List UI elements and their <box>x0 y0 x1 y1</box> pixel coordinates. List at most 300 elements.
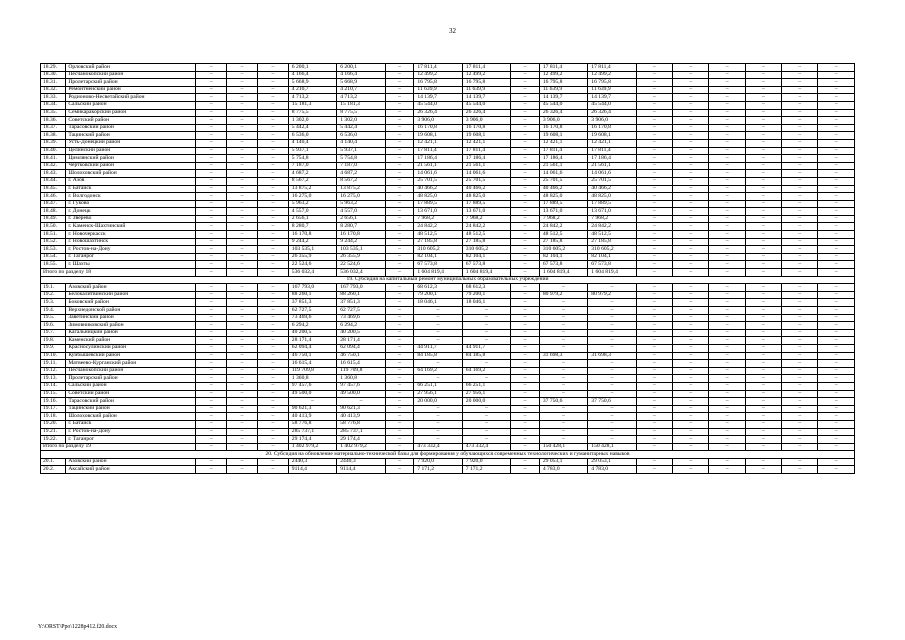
value-cell: 90 621,3 <box>337 405 385 413</box>
value-cell: 80 979,2 <box>588 291 636 299</box>
value-cell: – <box>782 147 818 155</box>
value-cell: – <box>588 382 636 390</box>
value-cell: – <box>636 420 672 428</box>
value-cell: – <box>227 238 258 246</box>
value-cell: – <box>257 375 288 383</box>
value-cell: 16 170,8 <box>588 124 636 132</box>
table-row <box>41 284 855 292</box>
table-row <box>41 101 855 109</box>
total-row <box>41 443 855 451</box>
value-cell: – <box>818 322 855 330</box>
municipality-name: Песчанокопский район <box>66 71 196 79</box>
value-cell: – <box>227 458 258 466</box>
value-cell: – <box>709 200 745 208</box>
value-cell: – <box>636 398 672 406</box>
value-cell: – <box>257 253 288 261</box>
municipality-name: Тацинский район <box>66 132 196 140</box>
value-cell: – <box>782 155 818 163</box>
value-cell: – <box>673 337 709 345</box>
value-cell: – <box>782 291 818 299</box>
value-cell: 536 032,4 <box>288 269 336 277</box>
value-cell: – <box>462 314 510 322</box>
value-cell: – <box>385 322 414 330</box>
value-cell: – <box>227 352 258 360</box>
value-cell: – <box>782 367 818 375</box>
municipality-name: Тарасовский район <box>66 398 196 406</box>
municipality-name: Семикаракорский район <box>66 109 196 117</box>
value-cell: – <box>257 367 288 375</box>
value-cell: – <box>511 193 540 201</box>
value-cell: – <box>782 71 818 79</box>
value-cell: – <box>636 413 672 421</box>
value-cell: – <box>588 428 636 436</box>
value-cell: – <box>196 352 227 360</box>
value-cell: – <box>588 284 636 292</box>
value-cell: – <box>539 299 587 307</box>
value-cell: – <box>539 413 587 421</box>
row-number: 19.8. <box>41 337 66 345</box>
value-cell: – <box>818 238 855 246</box>
value-cell: 13 671,0 <box>462 208 510 216</box>
value-cell: – <box>745 367 781 375</box>
value-cell: 24 842,2 <box>539 223 587 231</box>
value-cell: – <box>673 390 709 398</box>
value-cell: – <box>511 367 540 375</box>
value-cell: – <box>227 162 258 170</box>
table-row <box>41 193 855 201</box>
row-number: 18.31. <box>41 79 66 87</box>
value-cell: – <box>709 405 745 413</box>
value-cell: – <box>782 208 818 216</box>
value-cell: – <box>745 382 781 390</box>
value-cell: 17 811,4 <box>539 64 587 72</box>
value-cell: 25 701,5 <box>462 177 510 185</box>
row-number: 18.32. <box>41 86 66 94</box>
value-cell: 167 793,0 <box>288 284 336 292</box>
table-row <box>41 155 855 163</box>
value-cell: – <box>673 124 709 132</box>
value-cell: – <box>673 177 709 185</box>
value-cell: 8 280,7 <box>288 223 336 231</box>
municipality-name: г. Каменск-Шахтинский <box>66 223 196 231</box>
row-number: 18.54. <box>41 253 66 261</box>
section-title: 19. Субсидия на капитальный ремонт муниципальных образовательных учреждений <box>41 276 855 284</box>
value-cell: – <box>385 360 414 368</box>
value-cell: 18 046,1 <box>462 299 510 307</box>
table-row <box>41 185 855 193</box>
value-cell: – <box>385 307 414 315</box>
value-cell: – <box>257 117 288 125</box>
row-number: 18.34. <box>41 101 66 109</box>
value-cell: 48 825,0 <box>588 193 636 201</box>
value-cell: – <box>385 109 414 117</box>
value-cell: – <box>745 132 781 140</box>
value-cell: – <box>539 390 587 398</box>
value-cell: – <box>673 261 709 269</box>
value-cell: 5 937,1 <box>288 147 336 155</box>
table-row <box>41 382 855 390</box>
row-number: 18.39. <box>41 139 66 147</box>
value-cell: – <box>511 428 540 436</box>
table-row <box>41 413 855 421</box>
value-cell: – <box>636 344 672 352</box>
value-cell: – <box>385 367 414 375</box>
value-cell: 17 186,4 <box>588 155 636 163</box>
value-cell: – <box>511 261 540 269</box>
value-cell: – <box>636 360 672 368</box>
row-number: 19.22. <box>41 436 66 444</box>
row-number: 18.37. <box>41 124 66 132</box>
value-cell: 16 795,8 <box>414 79 462 87</box>
value-cell: – <box>636 238 672 246</box>
value-cell: – <box>385 398 414 406</box>
value-cell: – <box>709 79 745 87</box>
table-row <box>41 367 855 375</box>
value-cell: – <box>196 94 227 102</box>
value-cell: 21 561,1 <box>539 162 587 170</box>
value-cell: – <box>709 443 745 451</box>
value-cell: – <box>673 215 709 223</box>
value-cell: – <box>385 177 414 185</box>
value-cell: – <box>636 208 672 216</box>
value-cell: – <box>511 208 540 216</box>
value-cell: – <box>709 337 745 345</box>
value-cell: – <box>385 420 414 428</box>
value-cell: 58 776,8 <box>288 420 336 428</box>
value-cell: 2440,3 <box>337 458 385 466</box>
municipality-name: Усть-Донецкий район <box>66 139 196 147</box>
value-cell: – <box>385 139 414 147</box>
table-row <box>41 132 855 140</box>
value-cell: – <box>511 177 540 185</box>
value-cell: 37 851,3 <box>337 299 385 307</box>
section-heading-row <box>41 276 855 284</box>
value-cell: – <box>257 238 288 246</box>
value-cell: – <box>818 170 855 178</box>
table-row <box>41 139 855 147</box>
value-cell: – <box>227 246 258 254</box>
value-cell: 16 170,8 <box>539 124 587 132</box>
value-cell: 3 906,0 <box>414 117 462 125</box>
value-cell: – <box>636 428 672 436</box>
value-cell: 1 402 979,2 <box>288 443 336 451</box>
value-cell: 17 811,4 <box>462 147 510 155</box>
municipality-name: Орловский район <box>66 64 196 72</box>
value-cell: – <box>257 223 288 231</box>
value-cell: – <box>709 299 745 307</box>
table-row <box>41 329 855 337</box>
value-cell: – <box>385 238 414 246</box>
value-cell: – <box>636 284 672 292</box>
value-cell: 12 499,2 <box>539 71 587 79</box>
value-cell: – <box>782 139 818 147</box>
value-cell: 14 139,7 <box>462 94 510 102</box>
value-cell: – <box>257 261 288 269</box>
municipality-name: Шолоховский район <box>66 170 196 178</box>
value-cell: 68 612,3 <box>414 284 462 292</box>
table-row <box>41 231 855 239</box>
value-cell: 7 187,0 <box>337 162 385 170</box>
value-cell: 4 713,2 <box>288 94 336 102</box>
row-number: 19.13. <box>41 375 66 383</box>
value-cell: – <box>511 360 540 368</box>
value-cell: – <box>196 109 227 117</box>
value-cell: – <box>782 466 818 474</box>
value-cell: 6 294,2 <box>288 322 336 330</box>
value-cell: – <box>673 155 709 163</box>
value-cell: 37 750,6 <box>588 398 636 406</box>
value-cell: – <box>227 79 258 87</box>
value-cell: – <box>636 314 672 322</box>
value-cell: – <box>782 398 818 406</box>
value-cell: – <box>818 398 855 406</box>
municipality-name: Пролетарский район <box>66 375 196 383</box>
value-cell: – <box>818 420 855 428</box>
value-cell: 7 187,0 <box>288 162 336 170</box>
value-cell: – <box>709 193 745 201</box>
value-cell: – <box>673 436 709 444</box>
value-cell: – <box>673 284 709 292</box>
value-cell: – <box>673 322 709 330</box>
value-cell: – <box>673 64 709 72</box>
value-cell: 29 053,1 <box>539 458 587 466</box>
value-cell: – <box>709 291 745 299</box>
value-cell: – <box>511 231 540 239</box>
value-cell: – <box>196 344 227 352</box>
value-cell: – <box>588 299 636 307</box>
value-cell: – <box>745 162 781 170</box>
value-cell: 24 842,2 <box>462 223 510 231</box>
value-cell: 1 604 819,4 <box>588 269 636 277</box>
value-cell: 5 754,8 <box>337 155 385 163</box>
table-row <box>41 344 855 352</box>
value-cell: 12 499,2 <box>588 71 636 79</box>
value-cell: – <box>745 155 781 163</box>
value-cell: 16 275,0 <box>337 193 385 201</box>
value-cell: 27 185,8 <box>588 238 636 246</box>
value-cell: 103 535,1 <box>337 246 385 254</box>
value-cell: – <box>227 307 258 315</box>
value-cell: – <box>636 390 672 398</box>
value-cell: 14 061,6 <box>462 170 510 178</box>
value-cell: – <box>636 155 672 163</box>
value-cell: 45 544,0 <box>539 101 587 109</box>
value-cell: 2 656,1 <box>337 215 385 223</box>
row-number: 19.1. <box>41 284 66 292</box>
value-cell: – <box>227 284 258 292</box>
value-cell: – <box>588 329 636 337</box>
value-cell: – <box>227 139 258 147</box>
value-cell: – <box>511 64 540 72</box>
value-cell: – <box>257 390 288 398</box>
value-cell: – <box>337 398 385 406</box>
value-cell: – <box>257 109 288 117</box>
value-cell: – <box>818 223 855 231</box>
row-number: 18.53. <box>41 246 66 254</box>
value-cell: – <box>462 322 510 330</box>
value-cell: – <box>673 71 709 79</box>
value-cell: – <box>782 101 818 109</box>
value-cell: – <box>636 185 672 193</box>
value-cell: – <box>636 458 672 466</box>
value-cell: – <box>511 291 540 299</box>
value-cell: 4 687,2 <box>288 170 336 178</box>
value-cell: – <box>709 398 745 406</box>
value-cell: 48 512,5 <box>414 231 462 239</box>
value-cell: – <box>782 405 818 413</box>
value-cell: – <box>673 299 709 307</box>
value-cell: – <box>745 223 781 231</box>
value-cell: – <box>257 428 288 436</box>
value-cell: – <box>196 177 227 185</box>
value-cell: – <box>818 405 855 413</box>
value-cell: 8 567,2 <box>337 177 385 185</box>
value-cell: 4 166,4 <box>288 71 336 79</box>
municipality-name: Боковский район <box>66 299 196 307</box>
value-cell: 21 561,1 <box>588 162 636 170</box>
value-cell: – <box>709 466 745 474</box>
value-cell: 16 170,8 <box>288 231 336 239</box>
row-number: 18.42. <box>41 162 66 170</box>
value-cell: – <box>288 398 336 406</box>
value-cell: 8 280,7 <box>337 223 385 231</box>
value-cell: – <box>818 185 855 193</box>
value-cell: 40 200,5 <box>337 329 385 337</box>
value-cell: – <box>196 193 227 201</box>
value-cell: – <box>385 246 414 254</box>
value-cell: 64 169,2 <box>462 367 510 375</box>
value-cell: 167 793,0 <box>337 284 385 292</box>
value-cell: – <box>745 405 781 413</box>
value-cell: – <box>745 458 781 466</box>
value-cell: – <box>511 185 540 193</box>
value-cell: – <box>818 215 855 223</box>
value-cell: 285 737,1 <box>337 428 385 436</box>
value-cell: – <box>257 337 288 345</box>
value-cell: – <box>414 322 462 330</box>
value-cell: 19 608,1 <box>539 132 587 140</box>
value-cell: – <box>227 71 258 79</box>
value-cell: – <box>227 223 258 231</box>
value-cell: – <box>385 231 414 239</box>
value-cell: – <box>745 215 781 223</box>
value-cell: – <box>782 79 818 87</box>
value-cell: – <box>539 382 587 390</box>
total-label: Итого по разделу 18 <box>41 269 196 277</box>
value-cell: 14 139,7 <box>539 94 587 102</box>
value-cell: – <box>196 299 227 307</box>
value-cell: 310 605,2 <box>462 246 510 254</box>
value-cell: – <box>196 307 227 315</box>
value-cell: – <box>385 170 414 178</box>
value-cell: 4 210,7 <box>337 86 385 94</box>
value-cell: 17 811,4 <box>414 64 462 72</box>
value-cell: – <box>636 352 672 360</box>
value-cell: – <box>673 193 709 201</box>
municipality-name: Целинский район <box>66 147 196 155</box>
value-cell: – <box>782 458 818 466</box>
value-cell: 11 639,9 <box>414 86 462 94</box>
value-cell: – <box>709 223 745 231</box>
value-cell: – <box>511 132 540 140</box>
value-cell: – <box>385 352 414 360</box>
value-cell: – <box>227 329 258 337</box>
value-cell: – <box>745 360 781 368</box>
value-cell: 1 360,8 <box>288 375 336 383</box>
value-cell: – <box>257 398 288 406</box>
value-cell: – <box>588 375 636 383</box>
value-cell: – <box>818 284 855 292</box>
value-cell: 7 968,2 <box>414 215 462 223</box>
value-cell: – <box>511 420 540 428</box>
municipality-name: Аксайский район <box>66 466 196 474</box>
value-cell: – <box>588 322 636 330</box>
value-cell: – <box>782 413 818 421</box>
value-cell: – <box>227 390 258 398</box>
value-cell: – <box>511 284 540 292</box>
value-cell: – <box>511 413 540 421</box>
value-cell: 67 573,8 <box>462 261 510 269</box>
value-cell: – <box>511 466 540 474</box>
value-cell: 4 557,0 <box>288 208 336 216</box>
value-cell: – <box>196 284 227 292</box>
value-cell: – <box>818 360 855 368</box>
value-cell: 68 612,3 <box>462 284 510 292</box>
value-cell: – <box>818 329 855 337</box>
value-cell: 45 544,0 <box>414 101 462 109</box>
value-cell: – <box>745 253 781 261</box>
value-cell: – <box>196 436 227 444</box>
value-cell: – <box>196 329 227 337</box>
row-number: 19.20. <box>41 420 66 428</box>
value-cell: 12 499,2 <box>462 71 510 79</box>
value-cell: 4 140,4 <box>288 139 336 147</box>
value-cell: – <box>709 208 745 216</box>
value-cell: 9 244,2 <box>288 238 336 246</box>
row-number: 18.52. <box>41 238 66 246</box>
value-cell: – <box>709 109 745 117</box>
value-cell: – <box>257 170 288 178</box>
row-number: 18.44. <box>41 177 66 185</box>
value-cell: – <box>782 299 818 307</box>
municipality-name: Кагальницкий район <box>66 329 196 337</box>
value-cell: – <box>636 132 672 140</box>
value-cell: 14 139,7 <box>414 94 462 102</box>
value-cell: – <box>511 109 540 117</box>
row-number: 20.1. <box>41 458 66 466</box>
value-cell: 5 442,4 <box>337 124 385 132</box>
value-cell: – <box>511 314 540 322</box>
value-cell: 7 171,2 <box>414 466 462 474</box>
value-cell: – <box>257 155 288 163</box>
value-cell: 2 656,1 <box>288 215 336 223</box>
value-cell: – <box>196 375 227 383</box>
value-cell: – <box>709 375 745 383</box>
value-cell: – <box>414 360 462 368</box>
value-cell: 15 181,3 <box>288 101 336 109</box>
table-row <box>41 436 855 444</box>
value-cell: – <box>818 231 855 239</box>
value-cell: – <box>511 147 540 155</box>
value-cell: – <box>818 428 855 436</box>
value-cell: 24 842,2 <box>414 223 462 231</box>
value-cell: – <box>196 390 227 398</box>
value-cell: – <box>818 132 855 140</box>
value-cell: – <box>709 117 745 125</box>
value-cell: – <box>709 147 745 155</box>
value-cell: 14 061,6 <box>414 170 462 178</box>
value-cell: – <box>227 299 258 307</box>
